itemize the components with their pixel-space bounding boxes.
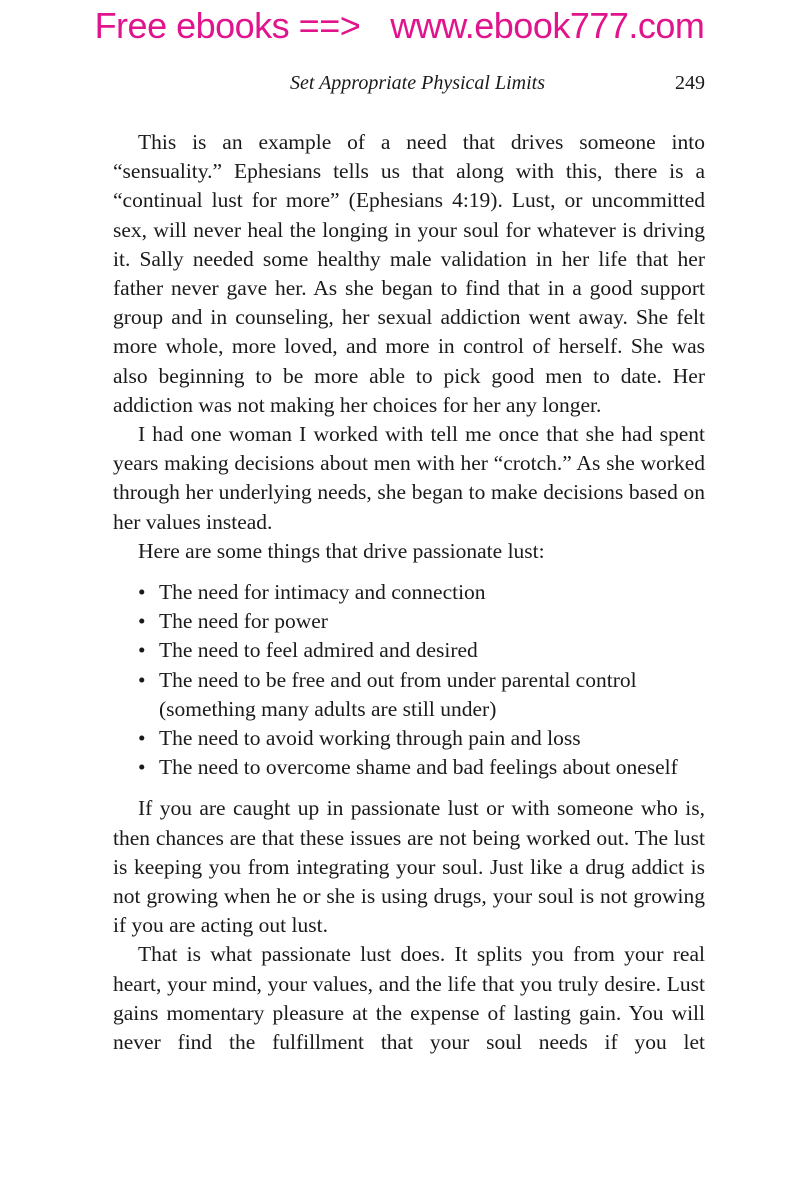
list-item [138, 578, 705, 607]
list-item [138, 753, 705, 782]
ebook-banner [0, 4, 799, 48]
list-item-text: The need to be free and out from under parental control (something many adults are still under) [159, 667, 637, 721]
paragraph: If you are caught up in passionate lust or with someone who is, then chances are that these issues are not being worked out. The lust is keeping you from integrating your soul. Just like a drug addict is not growing when he or she is using drugs, your soul is not growing if you are acting out lust. [113, 796, 705, 938]
paragraph: I had one woman I worked with tell me once that she had spent years making decisions about men with her “crotch.” As she worked through her underlying needs, she began to make decisions based on her values instead. [113, 422, 705, 534]
list-item-text: The need for power [159, 609, 328, 634]
bullet-list [113, 578, 705, 782]
list-item-text: The need to avoid working through pain and loss [159, 726, 581, 751]
body-text [113, 128, 705, 1057]
paragraph: That is what passionate lust does. It splits you from your real heart, your mind, your values, and the life that you truly desire. Lust gains momentary pleasure at the expense of lasting gain. You will never find the fulfillment that your soul needs if you let [113, 942, 705, 1055]
chapter-title: Set Appropriate Physical Limits [290, 72, 545, 94]
list-item [138, 607, 705, 636]
banner-left-text: Free ebooks ==> [94, 5, 361, 46]
running-header [113, 72, 705, 98]
bullet-icon: • [138, 638, 146, 663]
list-item-text: The need to feel admired and desired [159, 638, 478, 663]
bullet-icon: • [138, 755, 146, 780]
bullet-icon: • [138, 726, 146, 751]
bullet-icon: • [138, 580, 146, 605]
page-number: 249 [675, 72, 705, 94]
list-item-text: The need to overcome shame and bad feelings about oneself [159, 755, 678, 780]
bullet-icon: • [138, 609, 146, 634]
list-item [138, 636, 705, 665]
paragraph: This is an example of a need that drives someone into “sensuality.” Ephesians tells us that along with this, there is a “continual lust for more” (Ephesians 4:19). Lust, or uncommitted sex, will never heal the longing in your soul for whatever is driving it. Sally needed some healthy male validation in her life that her father never gave her. As she began to find that in a good support group and in counseling, her sexual addiction went away. She felt more whole, more loved, and more in control of herself. She was also beginning to be more able to pick good men to date. Her addiction was not making her choices for her any longer. [113, 130, 705, 417]
paragraph: Here are some things that drive passionate lust: [138, 538, 545, 563]
banner-url-text: www.ebook777.com [390, 5, 705, 46]
list-item [138, 666, 705, 724]
list-item [138, 724, 705, 753]
list-item-text: The need for intimacy and connection [159, 580, 486, 605]
bullet-icon: • [138, 667, 146, 692]
